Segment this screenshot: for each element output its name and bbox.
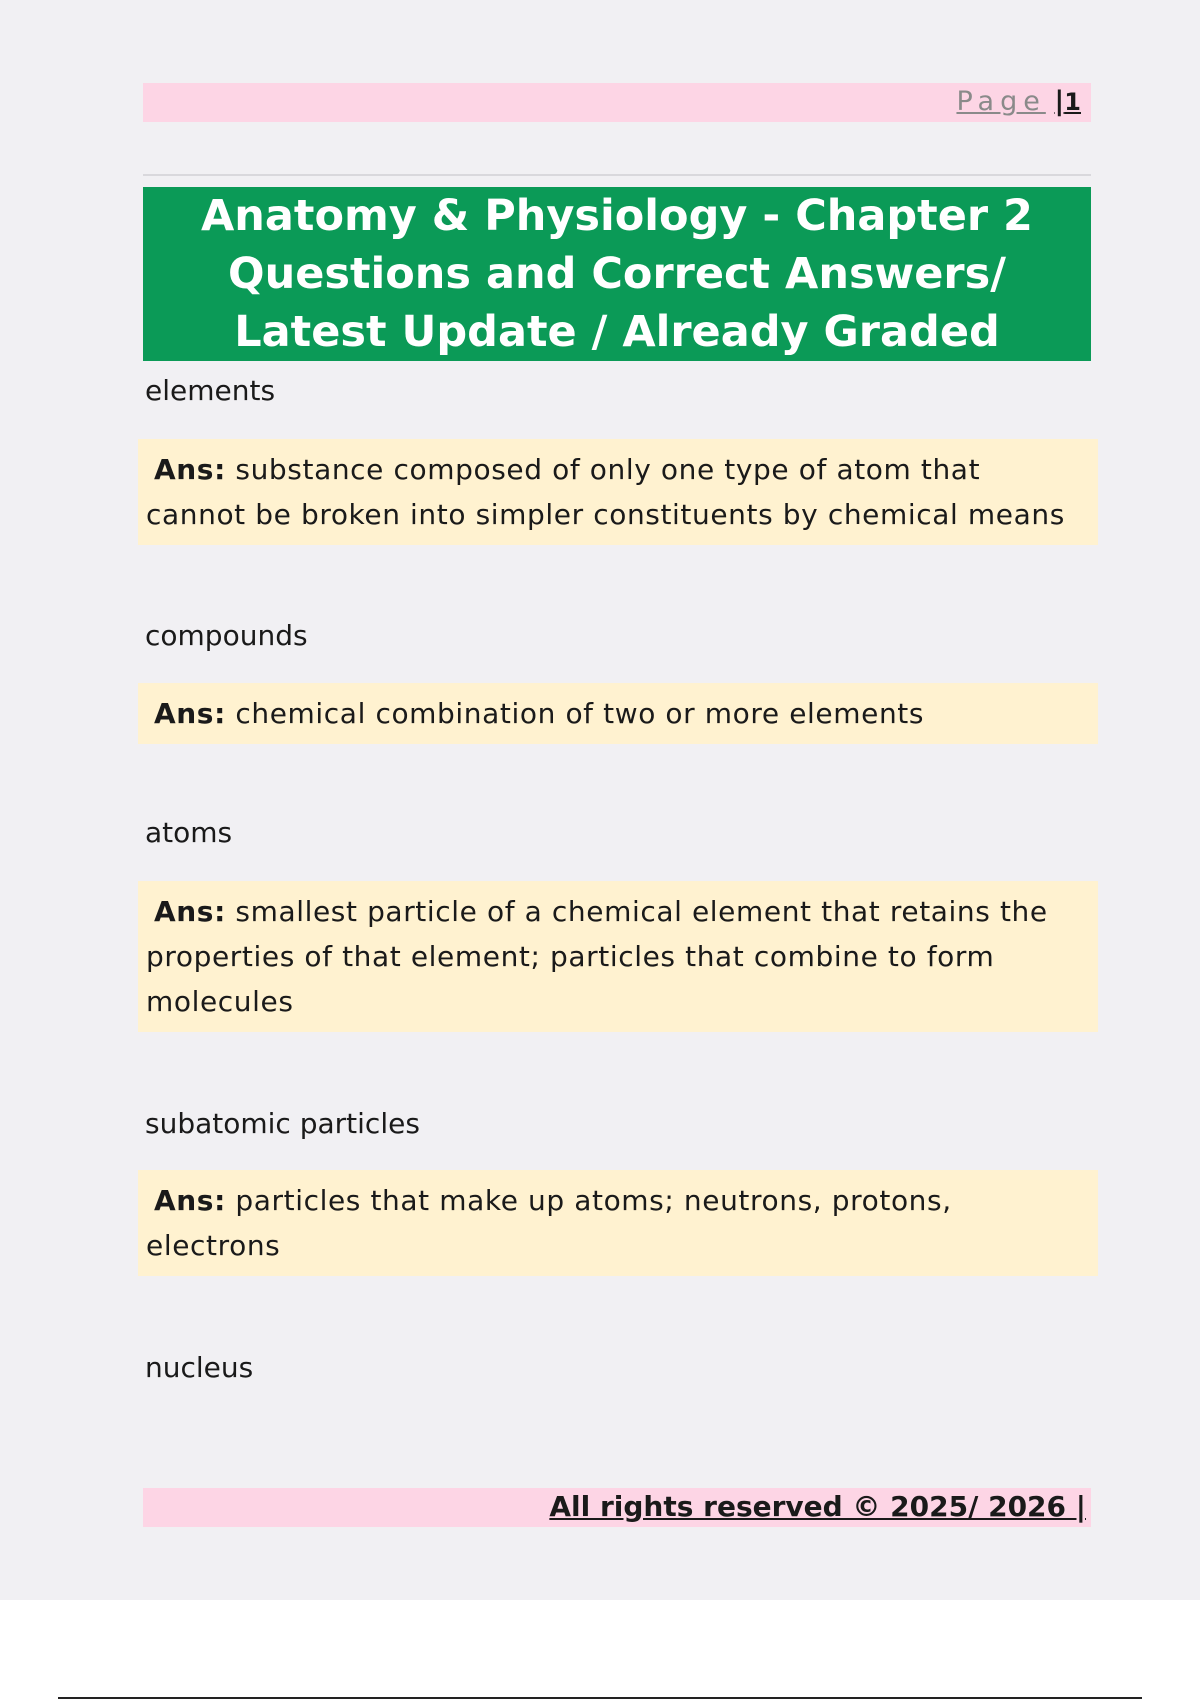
page-number-label [956,86,1081,118]
question-term: nucleus [145,1351,254,1384]
question-term: elements [145,374,276,407]
title-banner [143,187,1091,361]
question-term: compounds [145,619,308,652]
answer-box [138,1170,1098,1276]
bottom-rule [58,1697,1142,1699]
page-footer [143,1488,1091,1527]
answer-box [138,881,1098,1032]
page-number: 1 [1064,88,1081,116]
header-divider [143,174,1091,176]
answer-box [138,683,1098,744]
page-header [143,83,1091,122]
document-title: Anatomy & Physiology - Chapter 2 Questions and Correct Answers/ Latest Update / Already Graded [201,191,1033,357]
answer-label: Ans: [154,1184,226,1217]
answer-box [138,439,1098,545]
question-term: atoms [145,816,233,849]
answer-text: chemical combination of two or more elements [235,697,925,730]
answer-text: substance composed of only one type of atom that cannot be broken into simpler constituents by chemical means [146,453,1065,531]
answer-text: particles that make up atoms; neutrons, protons, electrons [146,1184,952,1262]
page-word: Page [956,86,1046,117]
copyright-notice: All rights reserved © 2025/ 2026 | [549,1490,1086,1523]
page-separator: | [1054,86,1065,117]
answer-label: Ans: [154,697,226,730]
question-term: subatomic particles [145,1107,420,1140]
answer-label: Ans: [154,453,226,486]
answer-text: smallest particle of a chemical element that retains the properties of that element; particles that combine to form molecules [146,895,1048,1018]
answer-label: Ans: [154,895,226,928]
